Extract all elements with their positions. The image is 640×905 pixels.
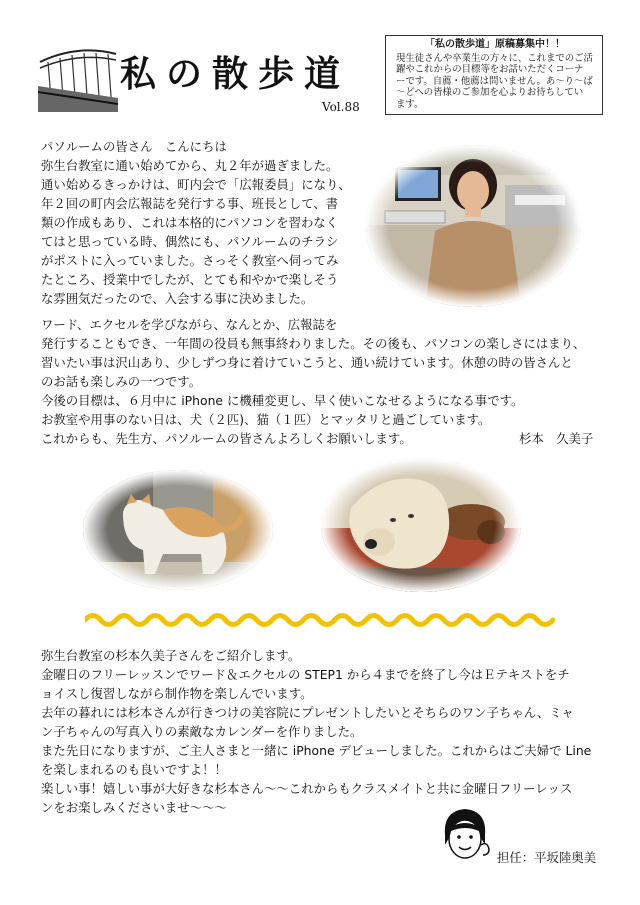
volume-number: Vol.88: [322, 100, 360, 114]
text-line: たところ、授業中でしたが、とても和やかで楽しそう: [41, 272, 339, 287]
notice-line: 〜どへの皆様のご参加を心よりお待ちしてい: [396, 87, 584, 98]
text-line: がポストに入っていました。さっそく教室へ伺ってみ: [41, 253, 339, 268]
notice-title: 「私の散歩道」原稿募集中！！: [425, 39, 565, 50]
notice-line: ます。: [396, 98, 424, 110]
text-line: てはと思っている時、偶然にも、パソルームのチラシ: [41, 234, 339, 249]
text-line: 弥生台教室に通い始めてから、丸２年が過ぎました。: [41, 158, 339, 173]
notice-line: 躍やこれからの目標等をお話いただくコーナ: [396, 64, 584, 75]
teacher-name: 担任：平坂陸奥美: [497, 850, 597, 865]
text-line: ワード、エクセルを学びながら、なんとか、広報誌を: [41, 317, 338, 332]
text-line: 類の作成もあり、これは本格的にパソコンを習わなく: [41, 215, 339, 230]
text-line: 通い始めるきっかけは、町内会で「広報委員」になり、: [41, 177, 351, 192]
text-line: 今後の目標は、６月中に iPhone に機種変更し、早く使いこなせるようになる事です。: [41, 393, 524, 408]
text-line: 習いたい事は沢山あり、少しずつ身に着けていこうと、通い続けています。休憩の時の皆さんと: [41, 355, 573, 370]
text-line: お教室や用事のない日は、犬（２匹)、猫（１匹）とマッタリと過ごしています。: [41, 412, 491, 427]
author-name: 杉本 久美子: [519, 431, 594, 446]
text-line: また先日になりますが、ご主人さまと一緒に iPhone デビューしました。これからはご夫婦で Line: [41, 743, 592, 758]
article-body: [41, 315, 585, 448]
bridge-sketch-icon: [38, 40, 118, 112]
text-line: を楽しまれるのも良いですよ！！: [41, 762, 227, 777]
text-line: ョイスし復習しながら制作物を楽しんでいます。: [41, 686, 313, 701]
text-line: のお話も楽しみの一つです。: [41, 374, 202, 389]
portrait-photo: [365, 145, 581, 307]
newsletter-title: 私の散歩道: [120, 53, 351, 95]
text-line: 金曜日のフリーレッスンでワード＆エクセルの STEP1 から４までを終了し今はＥテキストをチ: [41, 667, 570, 682]
text-line: 年２回の町内会広報誌を発行する事、班長として、書: [41, 196, 339, 211]
wave-divider: [85, 611, 555, 629]
text-line: ンをお楽しみくださいませ〜〜〜: [41, 800, 227, 815]
dogs-photo: [321, 458, 521, 592]
text-line: 去年の暮れには杉本さんが行きつけの美容院にプレゼントしたいとそちらのワン子ちゃん、ミャ: [41, 705, 574, 720]
text-line: これからも、先生方、パソルームの皆さんよろしくお願いします。: [41, 431, 412, 446]
cat-photo: [83, 470, 273, 590]
teacher-face-icon: [437, 805, 493, 865]
text-line: 楽しい事！嬉しい事が大好きな杉本さん〜〜これからもクラスメイトと共に金曜日フリーレッス: [41, 781, 573, 796]
introduction-article: [41, 646, 591, 817]
text-line: パソルームの皆さん こんにちは: [41, 139, 227, 154]
text-line: な雰囲気だったので、入会する事に決めました。: [41, 291, 314, 306]
call-for-manuscripts-box: [385, 35, 603, 115]
text-line: ン子ちゃんの写真入りの素敵なカレンダーを作りました。: [41, 724, 363, 739]
text-line: 弥生台教室の杉本久美子さんをご紹介します。: [41, 648, 301, 663]
text-line: 発行することもでき、一年間の役員も無事終わりました。その後も、パソコンの楽しさにはまり、: [41, 336, 586, 351]
notice-line: 現生徒さんや卒業生の方々に、これまでのご活: [396, 52, 593, 64]
notice-line: ーです。自薦・他薦は問いません。あ〜り〜ば: [396, 75, 593, 87]
article-intro: [41, 137, 351, 308]
